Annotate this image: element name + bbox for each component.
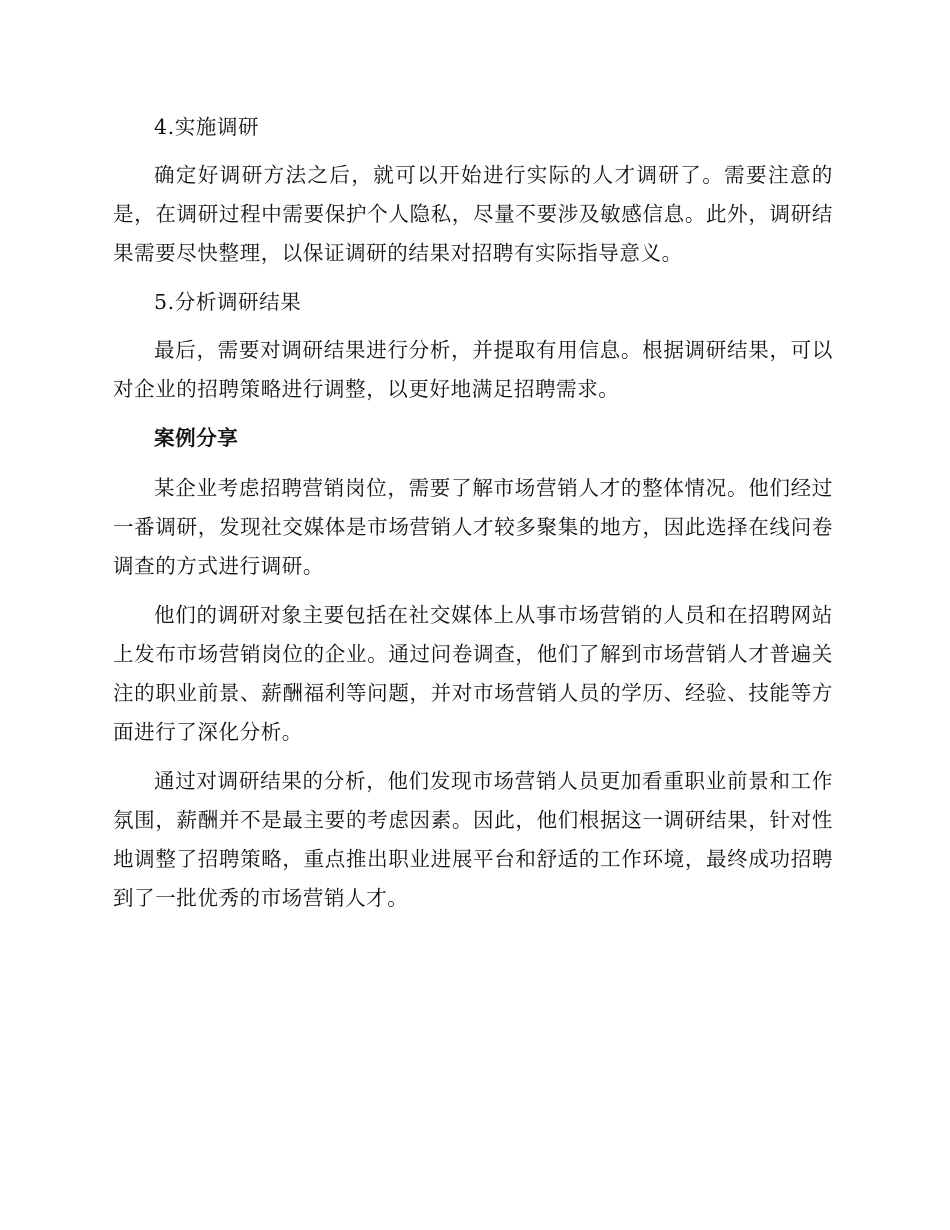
section-5-body: 最后，需要对调研结果进行分析，并提取有用信息。根据调研结果，可以对企业的招聘策略进行调整，以更好地满足招聘需求。 — [113, 338, 833, 401]
section-4-body: 确定好调研方法之后，就可以开始进行实际的人才调研了。需要注意的是，在调研过程中需要保护个人隐私，尽量不要涉及敏感信息。此外，调研结果需要尽快整理，以保证调研的结果对招聘有实际指导意义。 — [113, 163, 833, 265]
case-paragraph-3: 通过对调研结果的分析，他们发现市场营销人员更加看重职业前景和工作氛围，薪酬并不是最主要的考虑因素。因此，他们根据这一调研结果，针对性地调整了招聘策略，重点推出职业进展平台和舒适的工作环境，最终成功招聘到了一批优秀的市场营销人才。 — [113, 769, 833, 910]
case-heading: 案例分享 — [154, 426, 239, 450]
document-page — [113, 108, 833, 928]
section-4-title: 4.实施调研 — [154, 115, 260, 139]
section-5-title: 5.分析调研结果 — [154, 290, 302, 314]
case-paragraph-2: 他们的调研对象主要包括在社交媒体上从事市场营销的人员和在招聘网站上发布市场营销岗位的企业。通过问卷调查，他们了解到市场营销人才普遍关注的职业前景、薪酬福利等问题，并对市场营销人员的学历、经验、技能等方面进行了深化分析。 — [113, 603, 833, 744]
case-paragraph-1: 某企业考虑招聘营销岗位，需要了解市场营销人才的整体情况。他们经过一番调研，发现社交媒体是市场营销人才较多聚集的地方，因此选择在线问卷调查的方式进行调研。 — [113, 476, 833, 578]
